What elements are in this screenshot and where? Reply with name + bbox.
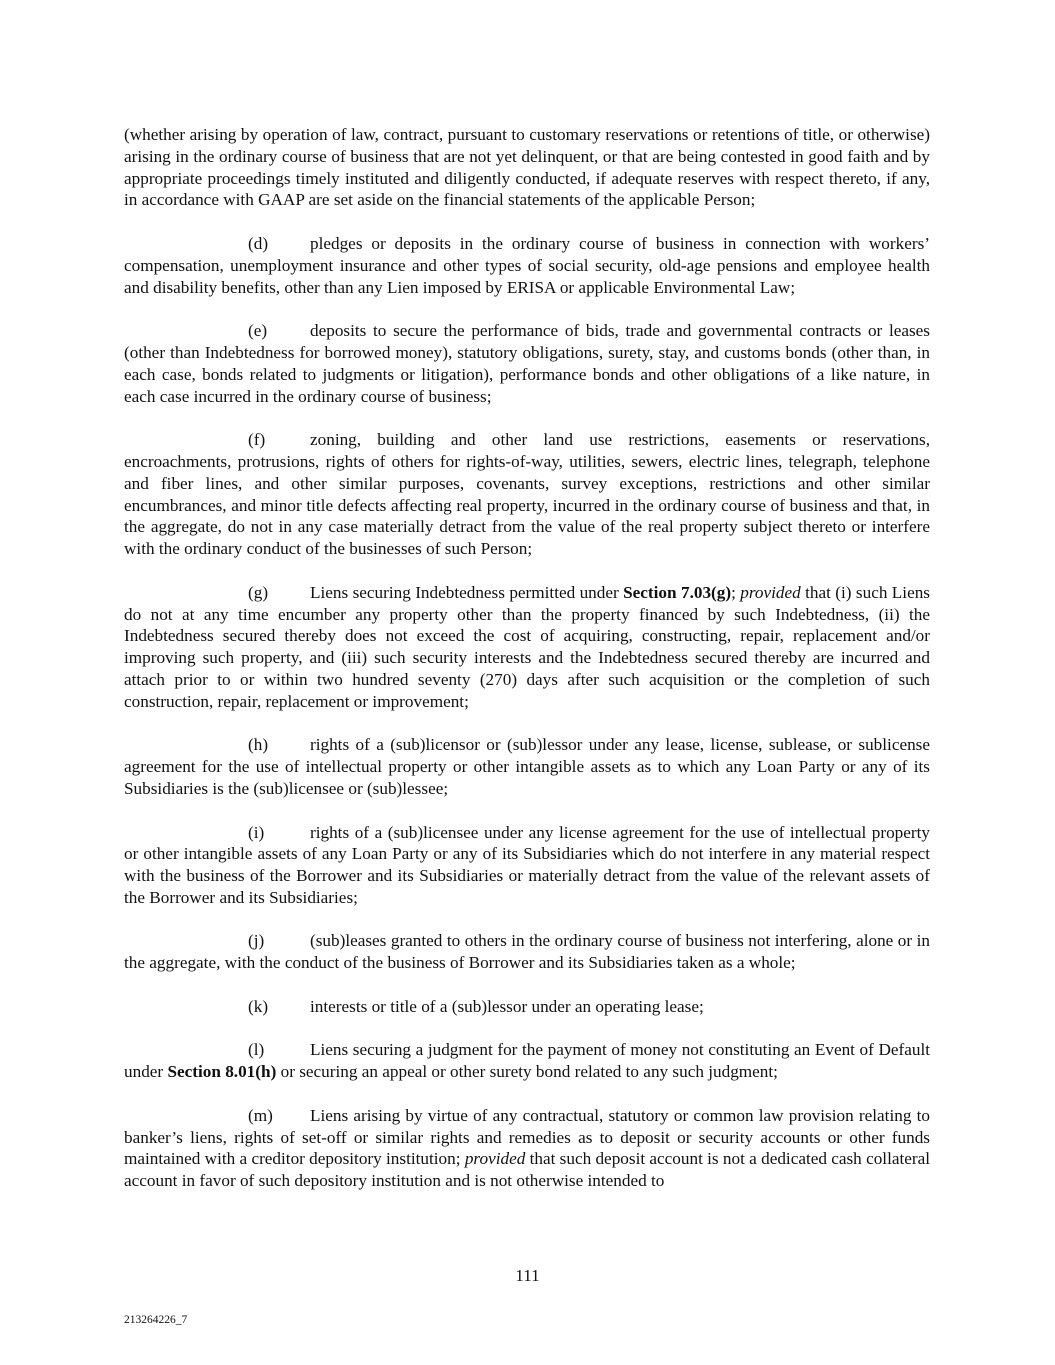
paragraph-d xyxy=(124,233,930,298)
item-label: (l) xyxy=(248,1040,265,1060)
item-text: that (i) such Liens do not at any time encumber any property other than the property financed by such Indebtedness, (ii) the Indebtedness secured thereby does not exceed the cost of acquiring, constructing, repair, replacement and/or improving such property, and (iii) such security interests and the Indebtedness secured thereby are incurred and attach prior to or within two hundred seventy (270) days after such acquisition or the completion of such construction, repair, replacement or improvement; xyxy=(124,582,930,711)
item-label: (j) xyxy=(248,931,265,951)
paragraph-f xyxy=(124,429,930,560)
item-text: rights of a (sub)licensee under any license agreement for the use of intellectual property or other intangible assets of any Loan Party or any of its Subsidiaries which do not interfere in any material respect with the business of the Borrower and its Subsidiaries or materially detract from the value of the relevant assets of the Borrower and its Subsidiaries; xyxy=(124,822,930,907)
paragraph-l xyxy=(124,1039,930,1083)
item-text: Liens securing Indebtedness permitted under xyxy=(310,582,624,602)
item-label: (g) xyxy=(248,582,269,602)
item-text: rights of a (sub)licensor or (sub)lessor under any lease, license, sublease, or sublicense agreement for the use of intellectual property or other intangible assets as to which any Loan Party or any of its Subsidiaries is the (sub)licensee or (sub)lessee; xyxy=(124,735,930,798)
proviso-term: provided xyxy=(464,1149,526,1169)
item-text: deposits to secure the performance of bids, trade and governmental contracts or leases (other than Indebtedness for borrowed money), statutory obligations, surety, stay, and customs bonds (other than, in each case, bonds related to judgments or litigation), performance bonds and other obligations of a like nature, in each case incurred in the ordinary course of business; xyxy=(124,321,930,406)
item-label: (i) xyxy=(248,822,265,842)
item-text: interests or title of a (sub)lessor under an operating lease; xyxy=(310,996,704,1016)
item-label: (k) xyxy=(248,996,269,1016)
item-text: (sub)leases granted to others in the ordinary course of business not interfering, alone or in the aggregate, with the conduct of the business of Borrower and its Subsidiaries taken as a whole; xyxy=(124,931,930,973)
paragraph-k xyxy=(124,996,930,1018)
item-label: (h) xyxy=(248,735,269,755)
item-text: Liens securing a judgment for the payment of money not constituting an Event of Default under xyxy=(124,1040,930,1082)
item-text: that such deposit account is not a dedicated cash collateral account in favor of such depository institution and is not otherwise intended to xyxy=(124,1149,931,1191)
item-label: (m) xyxy=(248,1105,273,1125)
paragraph-j xyxy=(124,930,930,974)
item-text: ; xyxy=(731,582,741,602)
paragraph-g xyxy=(124,582,930,713)
proviso-term: provided xyxy=(740,582,801,602)
paragraph-m xyxy=(124,1105,930,1192)
page-number: 111 xyxy=(515,1266,540,1285)
section-reference: Section 8.01(h) xyxy=(167,1062,277,1082)
paragraph-e xyxy=(124,320,930,407)
item-text: pledges or deposits in the ordinary course of business in connection with workers’ compensation, unemployment insurance and other types of social security, old-age pensions and employee health and disability benefits, other than any Lien imposed by ERISA or applicable Environmental Law; xyxy=(124,233,930,297)
paragraph-h xyxy=(124,734,930,799)
paragraph-c-continuation: (whether arising by operation of law, contract, pursuant to customary reservations or retentions of title, or otherwise) arising in the ordinary course of business that are not yet delinquent, or that are being contested in good faith and by appropriate proceedings timely instituted and diligently conducted, if adequate reserves with respect thereto, if any, in accordance with GAAP are set aside on the financial statements of the applicable Person; xyxy=(124,125,930,210)
paragraph-i xyxy=(124,822,930,909)
item-label: (e) xyxy=(248,321,268,341)
section-reference: Section 7.03(g) xyxy=(623,582,732,602)
item-label: (f) xyxy=(248,430,266,450)
document-id: 213264226_7 xyxy=(124,1314,188,1326)
document-body xyxy=(124,124,930,1214)
item-text: or securing an appeal or other surety bond related to any such judgment; xyxy=(276,1062,778,1082)
item-text: Liens arising by virtue of any contractual, statutory or common law provision relating to banker’s liens, rights of set-off or similar rights and remedies as to deposit or security accounts or other funds maintained with a creditor depository institution; xyxy=(124,1105,930,1169)
item-text: zoning, building and other land use restrictions, easements or reservations, encroachments, protrusions, rights of others for rights-of-way, utilities, sewers, electric lines, telegraph, telephone and fiber lines, and other similar purposes, covenants, survey exceptions, restrictions and other similar encumbrances, and minor title defects affecting real property, incurred in the ordinary course of business and that, in the aggregate, do not in any case materially detract from the value of the real property subject thereto or interfere with the ordinary conduct of the businesses of such Person; xyxy=(124,430,930,559)
item-label: (d) xyxy=(248,233,269,253)
